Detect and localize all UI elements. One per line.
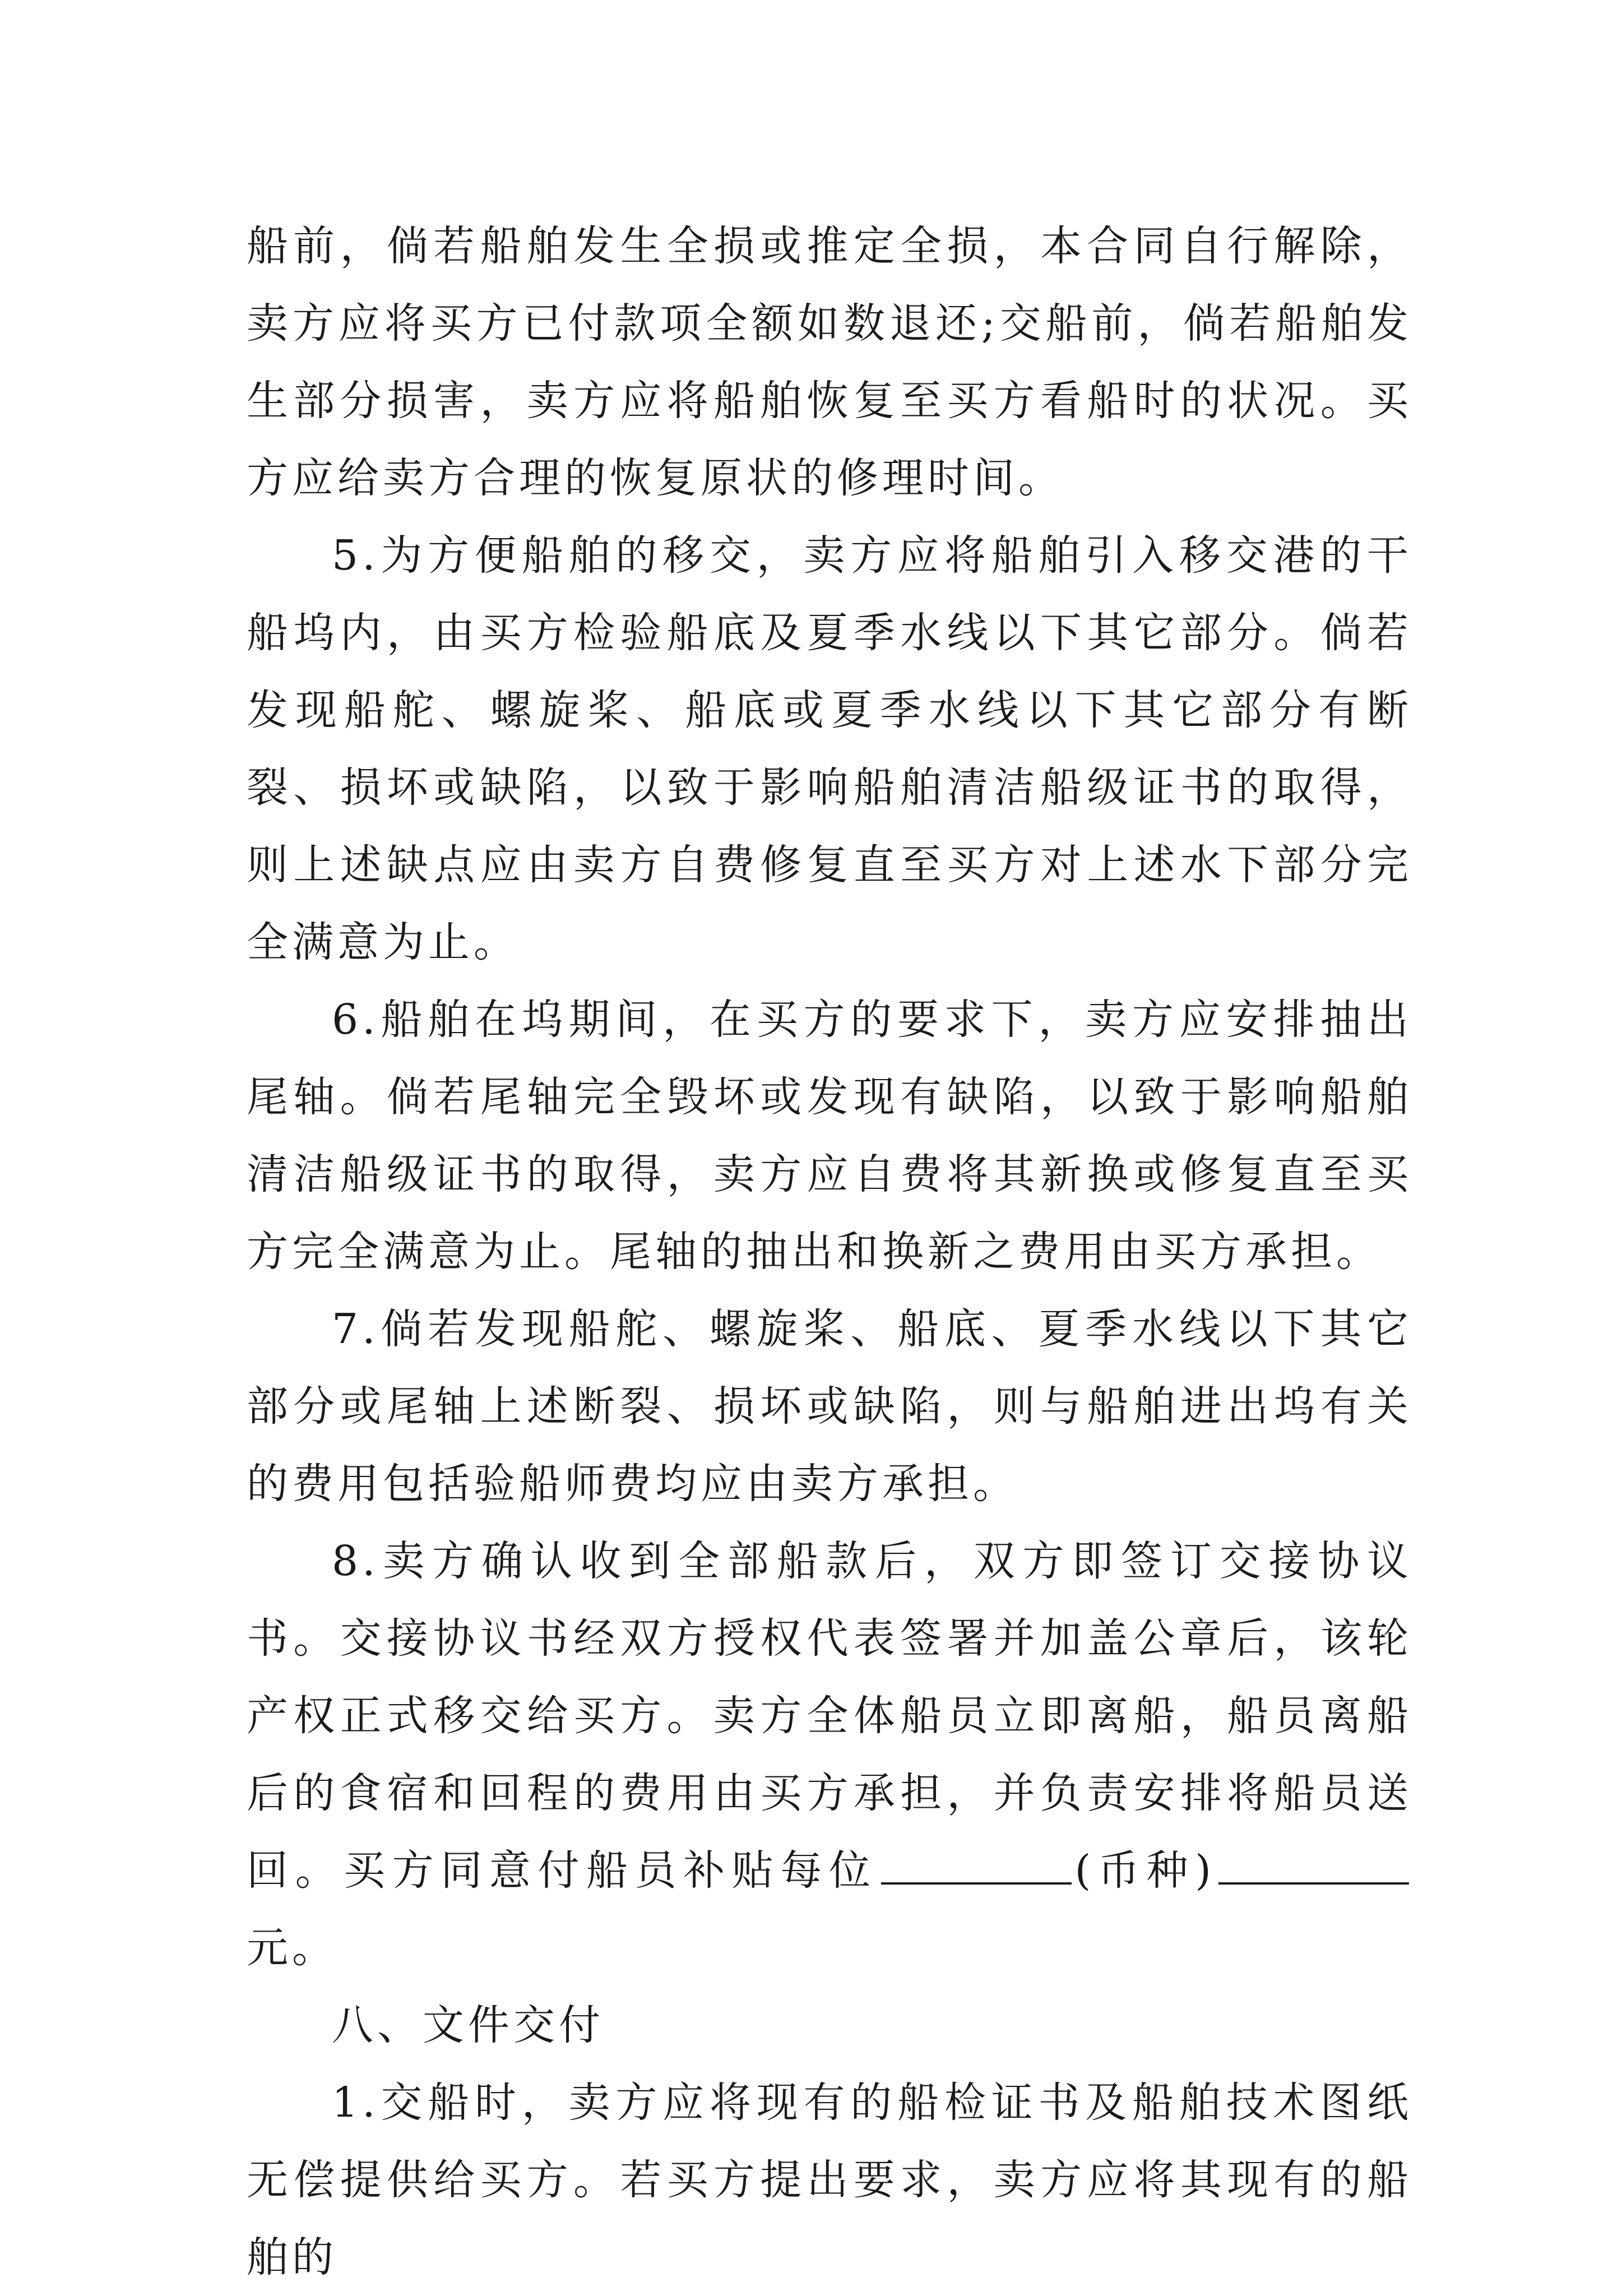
paragraph-doc-item-1: 1.交船时，卖方应将现有的船检证书及船舶技术图纸无偿提供给买方。若买方提出要求，卖方应将其现有的船舶的 bbox=[247, 2079, 1412, 2281]
unit-label: 元。 bbox=[247, 1924, 337, 1972]
paragraph-item-8 bbox=[247, 1522, 1412, 1987]
paragraph-item-6: 6.船舶在坞期间，在买方的要求下，卖方应安排抽出尾轴。倘若尾轴完全毁坏或发现有缺陷，以致于影响船舶清洁船级证书的取得，卖方应自费将其新换或修复直至买方完全满意为止。尾轴的抽出和换新之费用由买方承担。 bbox=[247, 996, 1412, 1276]
currency-label: (币种) bbox=[1074, 1846, 1215, 1895]
paragraph-continuation: 船前，倘若船舶发生全损或推定全损，本合同自行解除，卖方应将买方已付款项全额如数退还;交船前，倘若船舶发生部分损害，卖方应将船舶恢复至买方看船时的状况。买方应给卖方合理的恢复原状的修理时间。 bbox=[247, 222, 1412, 502]
currency-amount-blank bbox=[1218, 1843, 1409, 1885]
section-heading-document-delivery: 八、文件交付 bbox=[332, 2001, 604, 2049]
crew-allowance-blank bbox=[881, 1843, 1072, 1885]
document-body bbox=[247, 207, 1412, 2296]
paragraph-item-5: 5.为方便船舶的移交，卖方应将船舶引入移交港的干船坞内，由买方检验船底及夏季水线以下其它部分。倘若发现船舵、螺旋桨、船底或夏季水线以下其它部分有断裂、损坏或缺陷，以致于影响船舶清洁船级证书的取得，则上述缺点应由卖方自费修复直至买方对上述水下部分完全满意为止。 bbox=[247, 531, 1412, 966]
paragraph-item-7: 7.倘若发现船舵、螺旋桨、船底、夏季水线以下其它部分或尾轴上述断裂、损坏或缺陷，则与船舶进出坞有关的费用包括验船师费均应由卖方承担。 bbox=[247, 1305, 1412, 1508]
paragraph-item-8-text: 8.卖方确认收到全部船款后，双方即签订交接协议书。交接协议书经双方授权代表签署并加盖公章后，该轮产权正式移交给买方。卖方全体船员立即离船，船员离船后的食宿和回程的费用由买方承担，并负责安排将船员送回。买方同意付船员补贴每位 bbox=[247, 1537, 1412, 1895]
